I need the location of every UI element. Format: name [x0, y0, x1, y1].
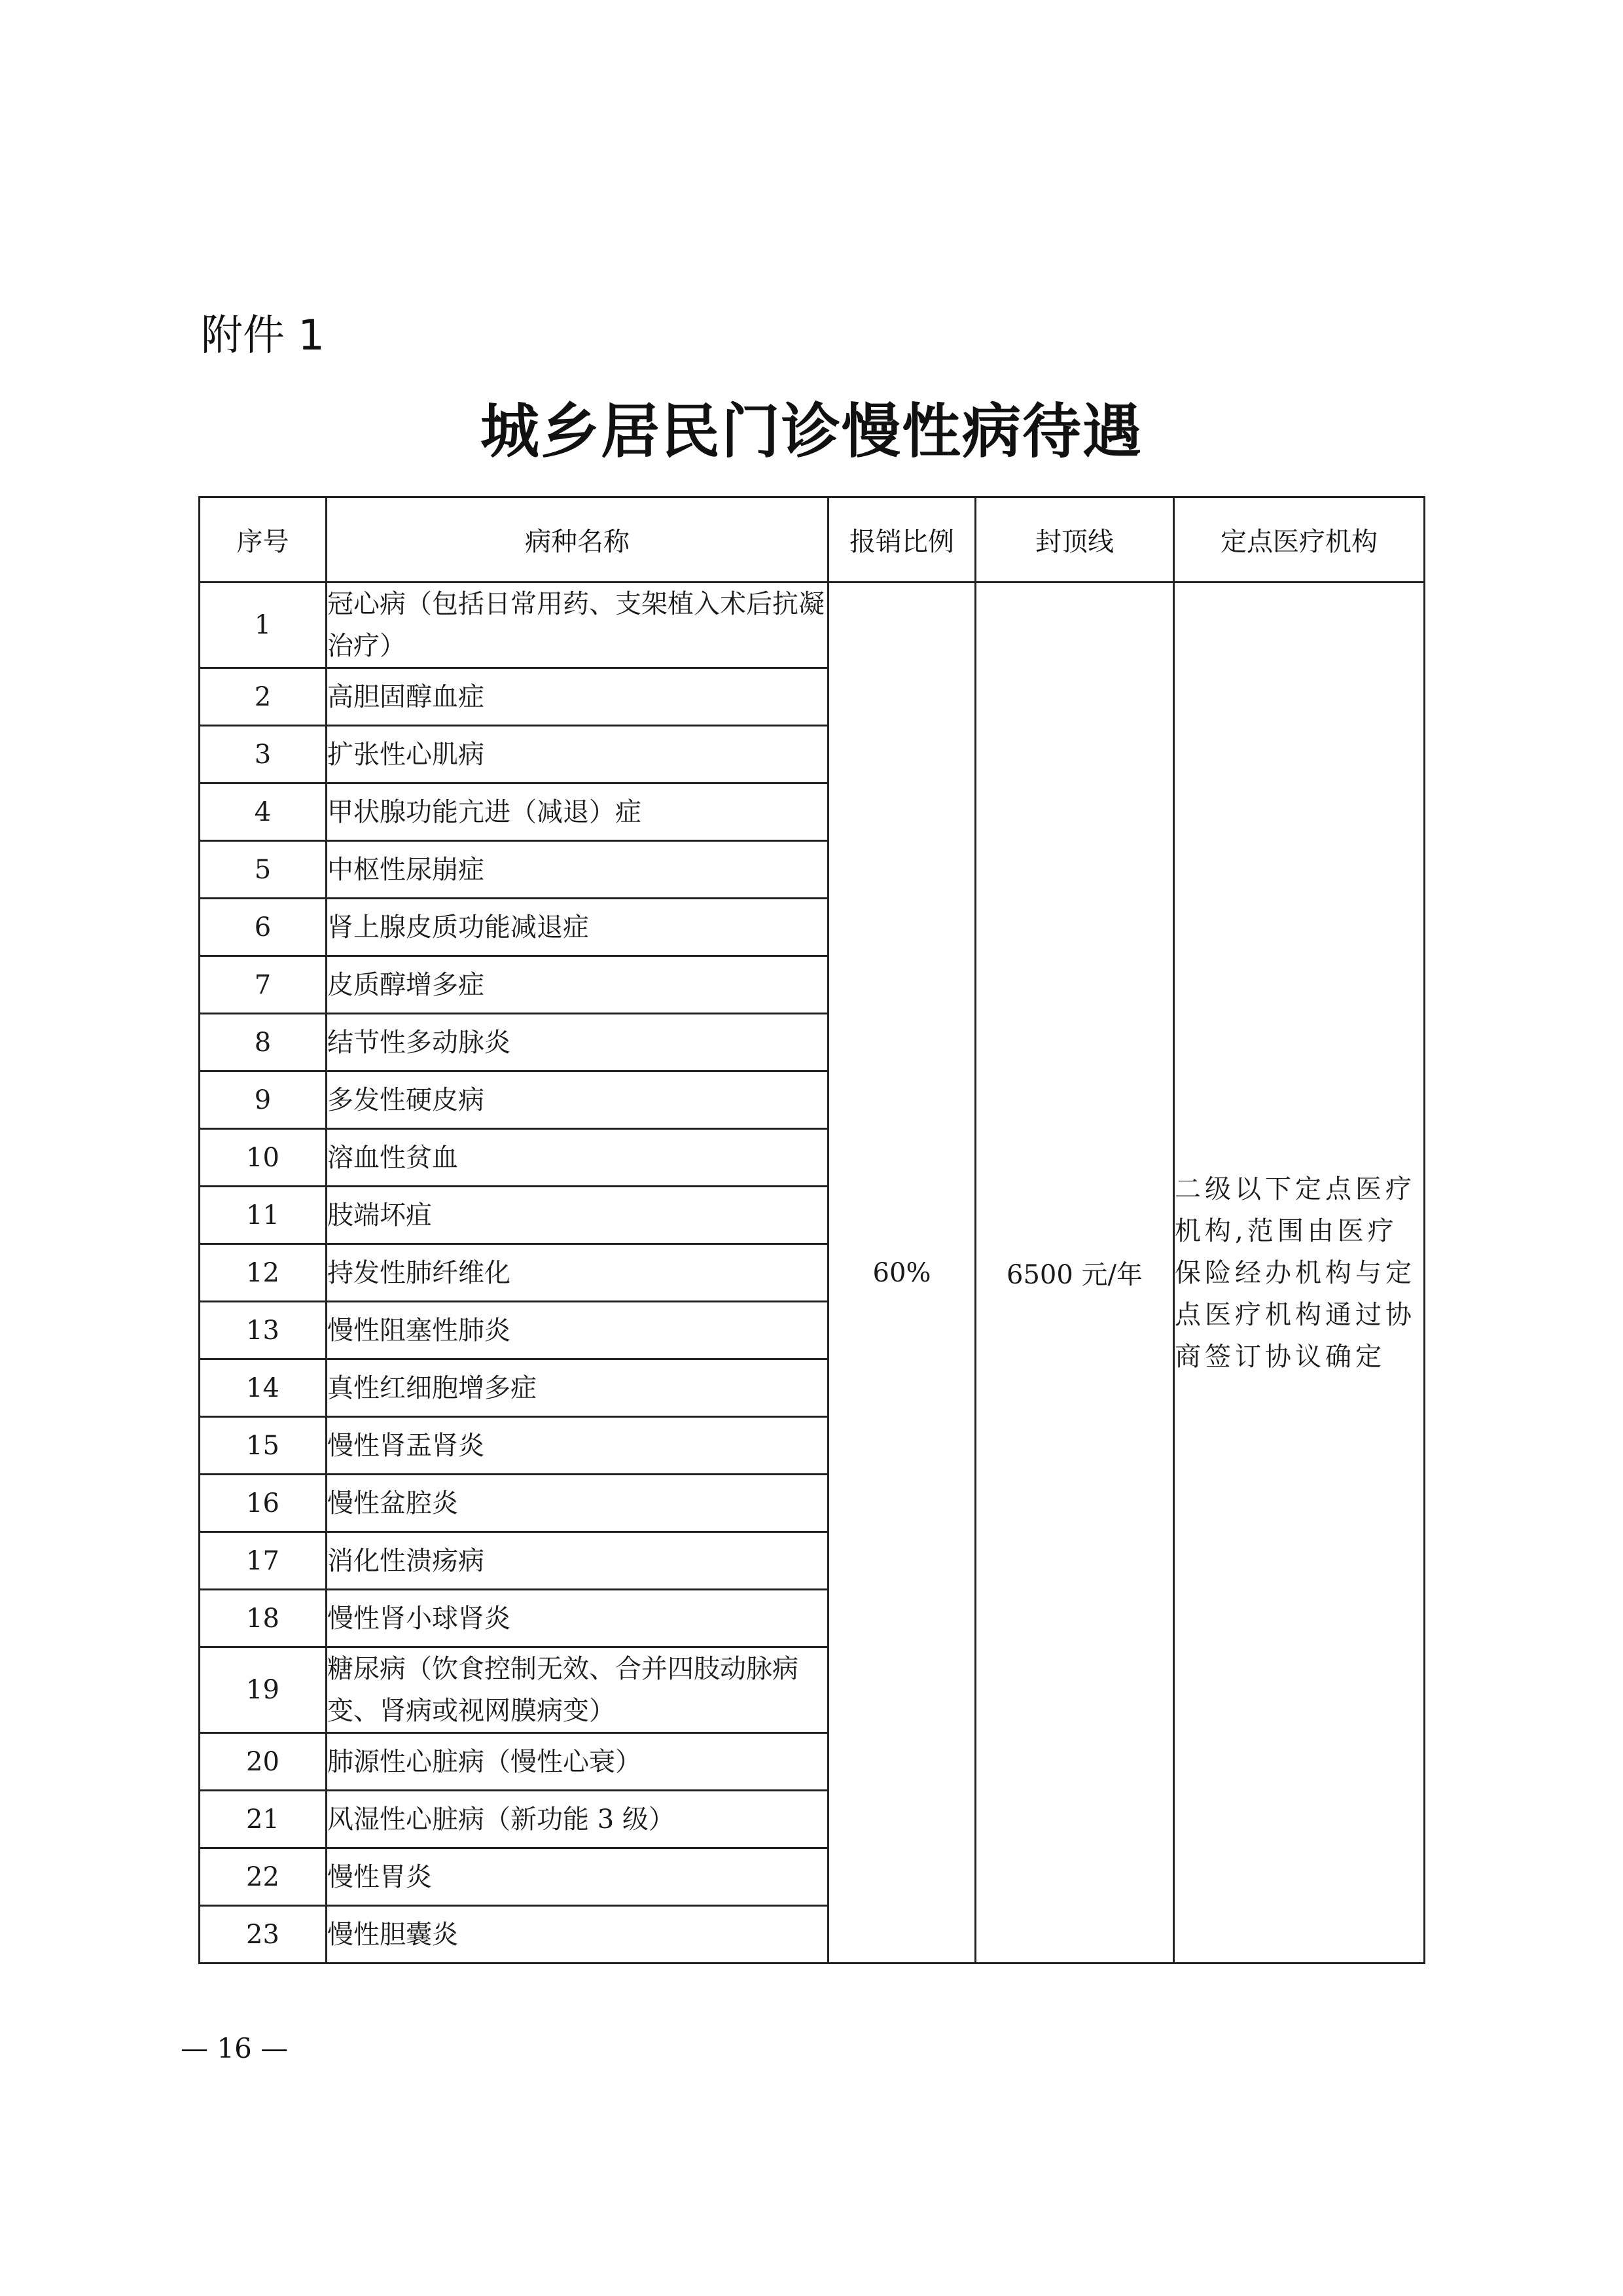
disease-name: 消化性溃疡病 [327, 1532, 829, 1590]
row-number: 22 [200, 1848, 327, 1906]
treatment-table [198, 496, 1425, 1964]
row-number: 18 [200, 1590, 327, 1647]
table-header-row [200, 497, 1425, 583]
cap-amount: 6500 元/年 [976, 583, 1174, 1964]
disease-name: 慢性肾盂肾炎 [327, 1417, 829, 1475]
disease-name: 肾上腺皮质功能减退症 [327, 899, 829, 956]
column-header-disease: 病种名称 [327, 497, 829, 583]
row-number: 11 [200, 1187, 327, 1244]
disease-name: 冠心病（包括日常用药、支架植入术后抗凝治疗） [327, 583, 829, 668]
disease-name: 慢性胃炎 [327, 1848, 829, 1906]
disease-name: 真性红细胞增多症 [327, 1359, 829, 1417]
disease-name: 皮质醇增多症 [327, 956, 829, 1014]
disease-name: 慢性肾小球肾炎 [327, 1590, 829, 1647]
row-number: 12 [200, 1244, 327, 1302]
disease-name: 高胆固醇血症 [327, 668, 829, 726]
row-number: 17 [200, 1532, 327, 1590]
row-number: 19 [200, 1647, 327, 1733]
column-header-ratio: 报销比例 [829, 497, 976, 583]
row-number: 14 [200, 1359, 327, 1417]
disease-name: 糖尿病（饮食控制无效、合并四肢动脉病变、肾病或视网膜病变） [327, 1647, 829, 1733]
disease-name: 溶血性贫血 [327, 1129, 829, 1187]
disease-name: 多发性硬皮病 [327, 1071, 829, 1129]
column-header-seq: 序号 [200, 497, 327, 583]
designated-institution: 二级以下定点医疗机构,范围由医疗保险经办机构与定点医疗机构通过协商签订协议确定 [1174, 583, 1425, 1964]
page-number: — 16 — [181, 2032, 289, 2064]
page-title: 城乡居民门诊慢性病待遇 [480, 397, 1143, 466]
table-row [200, 583, 1425, 668]
row-number: 1 [200, 583, 327, 668]
row-number: 20 [200, 1733, 327, 1791]
row-number: 9 [200, 1071, 327, 1129]
row-number: 2 [200, 668, 327, 726]
disease-name: 扩张性心肌病 [327, 726, 829, 783]
disease-name: 慢性胆囊炎 [327, 1906, 829, 1964]
row-number: 6 [200, 899, 327, 956]
row-number: 8 [200, 1014, 327, 1071]
disease-name: 慢性阻塞性肺炎 [327, 1302, 829, 1359]
reimbursement-ratio: 60% [829, 583, 976, 1964]
row-number: 16 [200, 1475, 327, 1532]
disease-name: 持发性肺纤维化 [327, 1244, 829, 1302]
row-number: 7 [200, 956, 327, 1014]
column-header-institution: 定点医疗机构 [1174, 497, 1425, 583]
row-number: 4 [200, 783, 327, 841]
disease-name: 甲状腺功能亢进（减退）症 [327, 783, 829, 841]
row-number: 5 [200, 841, 327, 899]
disease-name: 结节性多动脉炎 [327, 1014, 829, 1071]
row-number: 21 [200, 1791, 327, 1848]
attachment-label: 附件 1 [201, 312, 325, 360]
disease-name: 中枢性尿崩症 [327, 841, 829, 899]
row-number: 13 [200, 1302, 327, 1359]
disease-name: 肺源性心脏病（慢性心衰） [327, 1733, 829, 1791]
disease-name: 肢端坏疽 [327, 1187, 829, 1244]
column-header-cap: 封顶线 [976, 497, 1174, 583]
disease-name: 风湿性心脏病（新功能 3 级） [327, 1791, 829, 1848]
row-number: 15 [200, 1417, 327, 1475]
row-number: 23 [200, 1906, 327, 1964]
row-number: 10 [200, 1129, 327, 1187]
row-number: 3 [200, 726, 327, 783]
disease-name: 慢性盆腔炎 [327, 1475, 829, 1532]
